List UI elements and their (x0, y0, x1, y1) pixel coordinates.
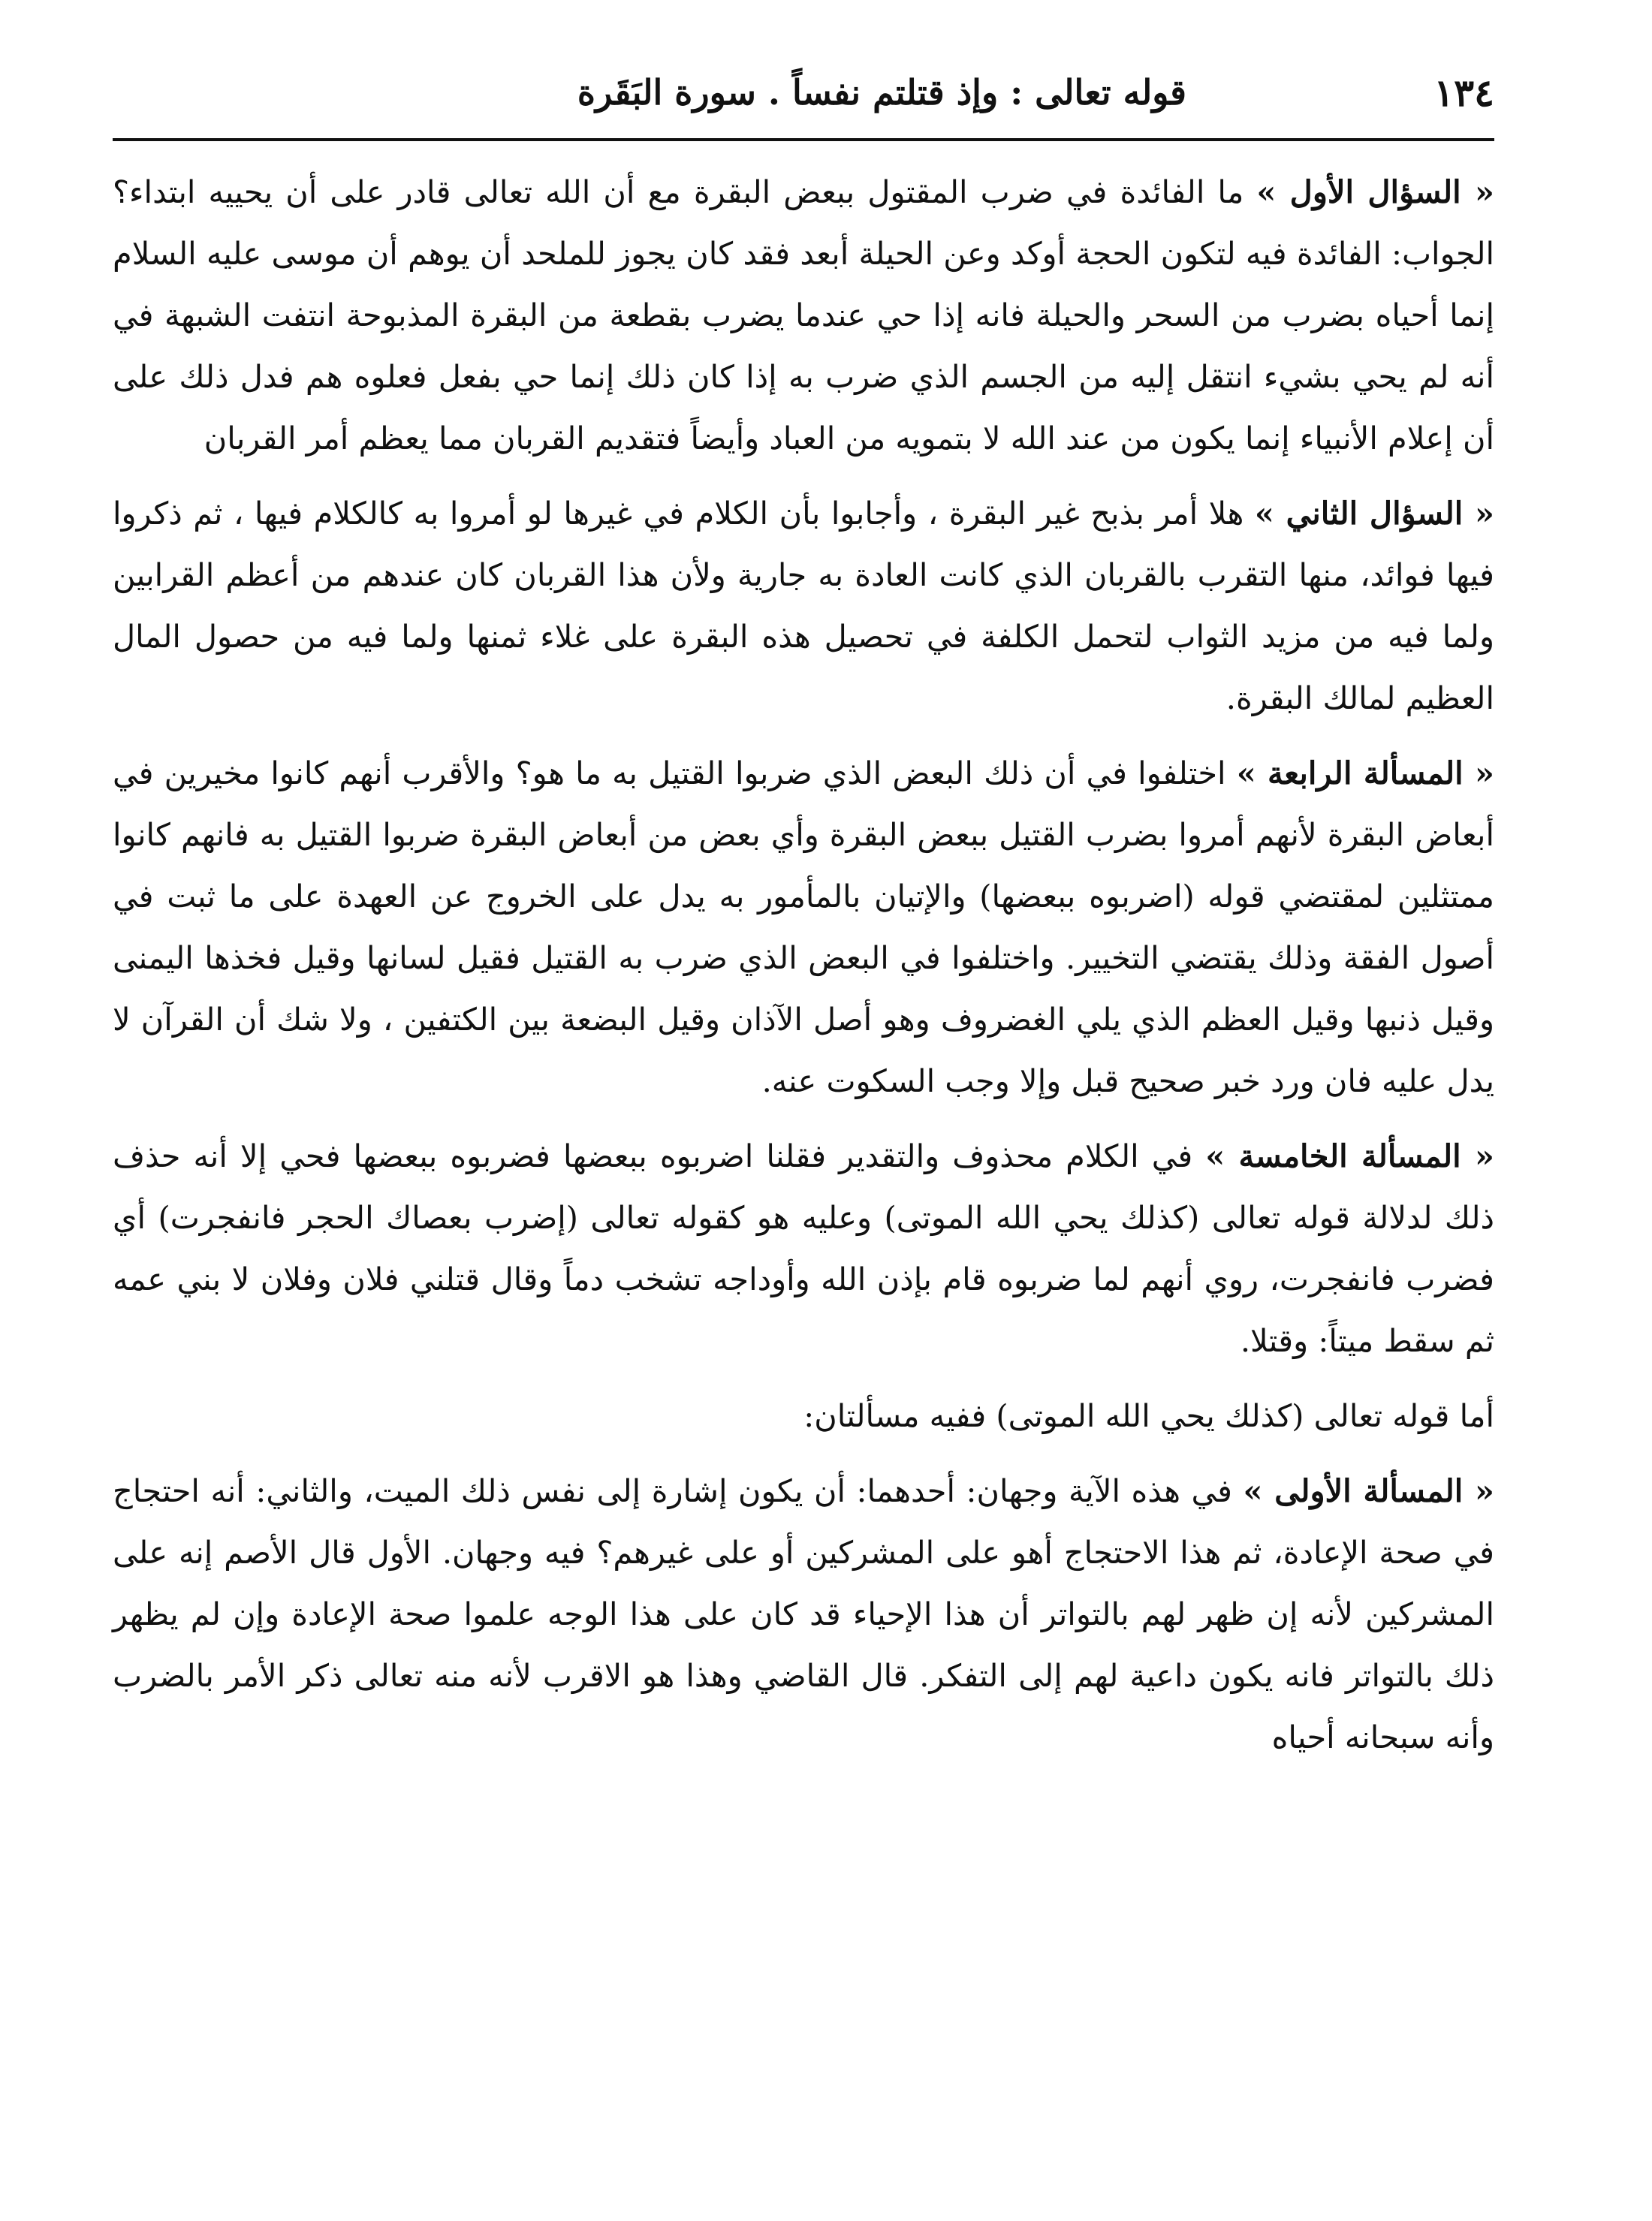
paragraph-question-2 (113, 483, 1494, 729)
paragraph-text: في هذه الآية وجهان: أحدهما: أن يكون إشارة إلى نفس ذلك الميت، والثاني: أنه احتجاج في صحة الإعادة، ثم هذا الاحتجاج أهو على المشركين أو على غيرهم؟ فيه وجهان. الأول قال الأصم إنه على المشركين لأنه إن ظهر لهم بالتواتر أن هذا الإحياء قد كان على هذا الوجه علموا صحة الإعادة وإن لم يظهر ذلك بالتواتر فانه يكون داعية لهم إلى التفكر. قال القاضي وهذا هو الاقرب لأنه منه تعالى ذكر الأمر بالضرب وأنه سبحانه أحياه (113, 1472, 1494, 1755)
paragraph-question-1 (113, 161, 1494, 469)
book-page (113, 60, 1494, 2177)
paragraph-verse-intro (113, 1385, 1494, 1447)
paragraph-lead: « السؤال الأول » (1256, 173, 1494, 210)
paragraph-text: اختلفوا في أن ذلك البعض الذي ضربوا القتيل به ما هو؟ والأقرب أنهم كانوا مخيرين في أبعاض البقرة لأنهم أمروا بضرب القتيل ببعض البقرة وأي بعض من أبعاض البقرة ضربوا القتيل به فانهم كانوا ممتثلين لمقتضي قوله (اضربوه ببعضها) والإتيان بالمأمور به يدل على الخروج عن العهدة على ما ثبت في أصول الفقة وذلك يقتضي التخيير. واختلفوا في البعض الذي ضرب به القتيل فقيل لسانها وقيل فخذها اليمنى وقيل ذنبها وقيل العظم الذي يلي الغضروف وهو أصل الآذان وقيل البضعة بين الكتفين ، ولا شك أن القرآن لا يدل عليه فان ورد خبر صحيح قبل وإلا وجب السكوت عنه. (113, 755, 1494, 1099)
paragraph-text: ما الفائدة في ضرب المقتول ببعض البقرة مع أن الله تعالى قادر على أن يحييه ابتداء؟ الجواب: الفائدة فيه لتكون الحجة أوكد وعن الحيلة أبعد فقد كان يجوز للملحد أن يوهم أن موسى عليه السلام إنما أحياه بضرب من السحر والحيلة فانه إذا حي عندما يضرب بقطعة من البقرة المذبوحة انتفت الشبهة في أنه لم يحي بشيء انتقل إليه من الجسم الذي ضرب به إذا كان ذلك إنما حي بفعل فعلوه هم فدل ذلك على أن إعلام الأنبياء إنما يكون من عند الله لا بتمويه من العباد وأيضاً فتقديم القربان مما يعظم أمر القربان (113, 173, 1494, 457)
paragraph-text: هلا أمر بذبح غير البقرة ، وأجابوا بأن الكلام في غيرها لو أمروا به كالكلام فيها ، ثم ذكروا فيها فوائد، منها التقرب بالقربان الذي كانت العادة به جارية ولأن هذا القربان كان عندهم من أعظم القرابين ولما فيه من مزيد الثواب لتحمل الكلفة في تحصيل هذه البقرة على غلاء ثمنها ولما فيه من حصول المال العظيم لمالك البقرة. (113, 495, 1494, 716)
header-rule (113, 138, 1494, 141)
paragraph-issue-4 (113, 743, 1494, 1112)
paragraph-lead: « المسألة الرابعة » (1236, 755, 1494, 791)
paragraph-lead: « السؤال الثاني » (1254, 495, 1494, 532)
paragraph-lead: « المسألة الأولى » (1243, 1472, 1494, 1509)
running-header (113, 60, 1494, 135)
paragraph-text: أما قوله تعالى (كذلك يحي الله الموتى) ففيه مسألتان: (803, 1397, 1494, 1434)
page-number: ١٣٤ (1433, 71, 1494, 115)
paragraph-lead: « المسألة الخامسة » (1205, 1138, 1494, 1174)
paragraph-text: في الكلام محذوف والتقدير فقلنا اضربوه ببعضها فضربوه ببعضها فحي إلا أنه حذف ذلك لدلالة قوله تعالى (كذلك يحي الله الموتى) وعليه هو كقوله تعالى (إضرب بعصاك الحجر فانفجرت) أي فضرب فانفجرت، روي أنهم لما ضربوه قام بإذن الله وأوداجه تشخب دماً وقال قتلني فلان وفلان لا بني عمه ثم سقط ميتاً: وقتلا. (113, 1138, 1494, 1359)
body-text (113, 161, 1494, 1782)
running-title: قوله تعالى : وإذ قتلتم نفساً . سورة البَقَرة (577, 72, 1186, 113)
paragraph-issue-5 (113, 1126, 1494, 1372)
paragraph-issue-1 (113, 1460, 1494, 1768)
